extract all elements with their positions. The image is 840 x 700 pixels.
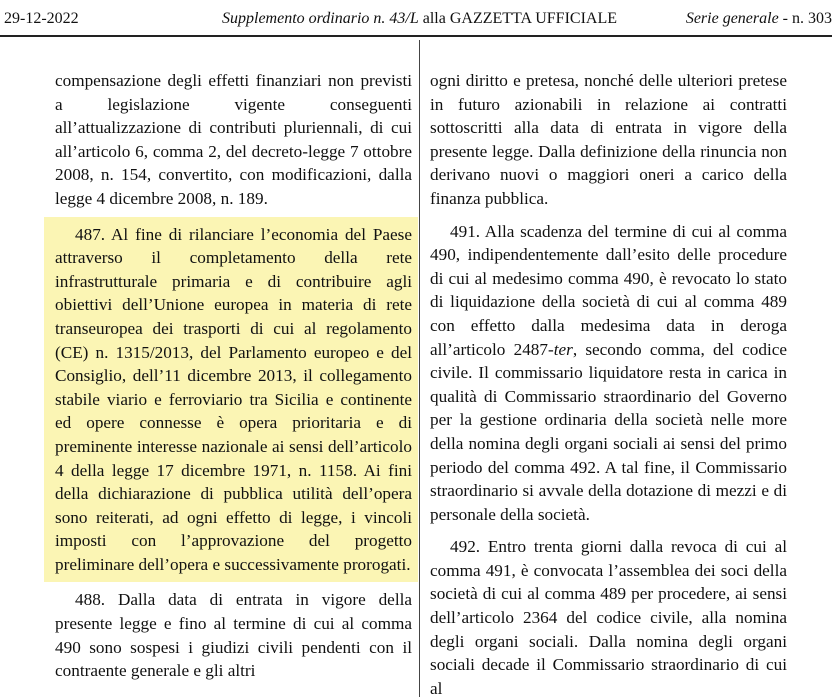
paragraph-491 (430, 220, 787, 527)
paragraph-491-ter: ter (553, 339, 573, 359)
header-supplement: Supplemento ordinario n. 43/L (222, 10, 419, 27)
header-rule (0, 35, 832, 37)
header-series (686, 10, 832, 28)
right-column (430, 69, 787, 700)
paragraph-491-part-b: , secondo comma, del codice civile. Il commissario liquidatore resta in carica in qualità di Commissario straordinario del Governo per la gestione ordinaria della società nelle more della nomina degli organi sociali ai sensi del primo periodo del comma 492. A tal fine, il Commissario straordinario si avvale della dotazione di mezzi e di personale della società. (430, 339, 787, 524)
paragraph-continuation-left: compensazione degli effetti finanziari non previsti a legislazione vigente conseguenti all’attualizzazione di contributi pluriennali, di cui all’articolo 6, comma 2, del decreto-legge 7 ottobre 2008, n. 154, convertito, con modificazioni, dalla legge 4 dicembre 2008, n. 189. (55, 71, 412, 208)
header-issue-number: - n. 303 (778, 10, 832, 27)
paragraph-488: 488. Dalla data di entrata in vigore della presente legge e fino al termine di cui al comma 490 sono sospesi i giudizi civili pendenti con il contraente generale e gli altri (55, 590, 412, 681)
paragraph-continuation-right: ogni diritto e pretesa, nonché delle ulteriori pretese in futuro azionabili in relazione ai contratti sottoscritti alla data di entrata in vigore della presente legge. Dalla definizione della rinuncia non derivano nuovi o maggiori oneri a carico della finanza pubblica. (430, 71, 787, 208)
paragraph-487-highlighted: 487. Al fine di rilanciare l’economia del Paese attraverso il completamento della rete infrastrutturale primaria e di contribuire agli obiettivi dell’Unione europea in materia di rete transeuropea dei trasporti di cui al regolamento (CE) n. 1315/2013, del Parlamento europeo e del Consiglio, dell’11 dicembre 2013, il collegamento stabile viario e ferroviario tra Sicilia e continente ed opere connesse è opera prioritaria e di preminente interesse nazionale ai sensi dell’articolo 4 della legge 17 dicembre 1971, n. 1158. Ai fini della dichiarazione di pubblica utilità dell’opera sono reiterati, ad ogni effetto di legge, i vincoli imposti con l’approvazione del progetto preliminare dell’opera e successivamente prorogati. (44, 217, 418, 583)
paragraph-491-part-a: 491. Alla scadenza del termine di cui al comma 490, indipendentemente dall’esito delle procedure di cui al medesimo comma 490, è revocato lo stato di liquidazione della società di cui al comma 489 con effetto dalla medesima data in deroga all’articolo 2487- (430, 221, 787, 359)
header-gazette: alla GAZZETTA UFFICIALE (418, 10, 617, 27)
header-publication (222, 10, 617, 28)
header-date: 29-12-2022 (4, 10, 79, 27)
header-series-label: Serie generale (685, 10, 779, 27)
left-column (55, 69, 412, 683)
column-divider (419, 40, 420, 697)
paragraph-492: 492. Entro trenta giorni dalla revoca di cui al comma 491, è convocata l’assemblea dei soci della società di cui al comma 489 per procedere, ai sensi dell’articolo 2364 del codice civile, alla nomina degli organi sociali. Dalla nomina degli organi sociali decade il Commissario straordinario di cui al (430, 537, 787, 698)
page-header (0, 0, 840, 38)
